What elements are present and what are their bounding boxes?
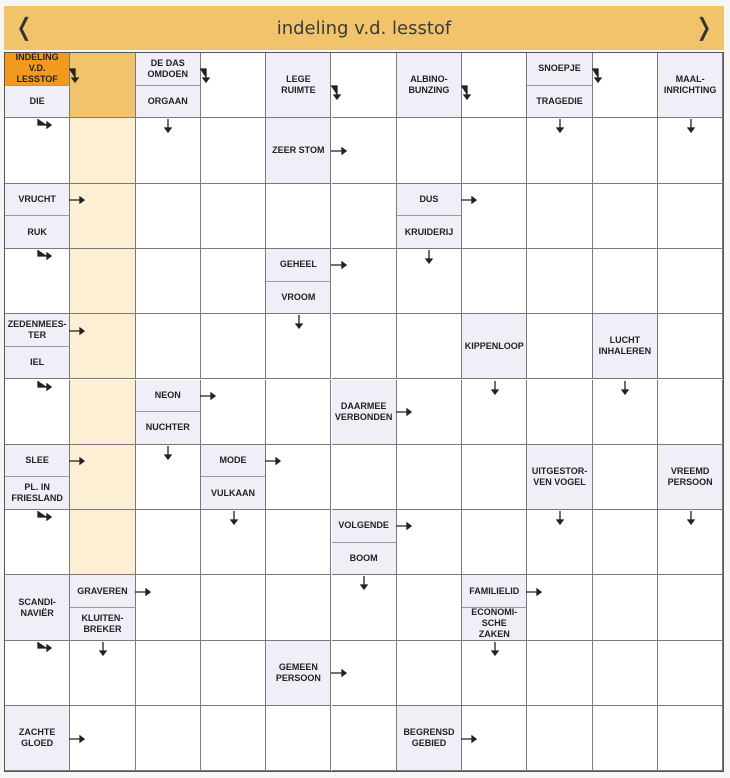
- answer-cell[interactable]: [201, 706, 266, 771]
- answer-cell[interactable]: [593, 380, 658, 445]
- crossword-grid: [4, 52, 724, 772]
- clue-text: NUCHTER: [145, 422, 190, 433]
- clue-cell[interactable]: [462, 575, 527, 608]
- answer-cell[interactable]: [266, 445, 331, 510]
- answer-cell[interactable]: [70, 118, 135, 183]
- answer-cell[interactable]: [593, 575, 658, 640]
- answer-cell[interactable]: [658, 510, 723, 575]
- clue-text: DAARMEE VERBONDEN: [334, 400, 393, 422]
- answer-cell[interactable]: [397, 641, 462, 706]
- clue-cell[interactable]: [70, 575, 135, 608]
- answer-cell[interactable]: [5, 249, 70, 314]
- clue-text: LUCHT INHALEREN: [598, 335, 652, 357]
- answer-cell[interactable]: [527, 314, 592, 379]
- clue-text: VRUCHT: [18, 193, 56, 204]
- clue-cell[interactable]: [397, 184, 462, 217]
- clue-cell[interactable]: [5, 445, 70, 478]
- clue-cell[interactable]: [332, 510, 397, 543]
- answer-cell[interactable]: [462, 184, 527, 249]
- answer-cell[interactable]: [462, 641, 527, 706]
- answer-cell[interactable]: [397, 314, 462, 379]
- answer-cell[interactable]: [266, 706, 331, 771]
- clue-cell[interactable]: [5, 86, 70, 119]
- clue-text: ECONOMI- SCHE ZAKEN: [471, 607, 518, 640]
- clue-text: KLUITEN- BREKER: [81, 612, 124, 634]
- answer-cell[interactable]: [136, 641, 201, 706]
- answer-cell[interactable]: [136, 184, 201, 249]
- clue-cell[interactable]: [136, 53, 201, 86]
- clue-cell[interactable]: [5, 314, 70, 347]
- answer-cell[interactable]: [5, 641, 70, 706]
- answer-cell[interactable]: [462, 249, 527, 314]
- answer-cell[interactable]: [332, 53, 397, 118]
- answer-cell[interactable]: [266, 314, 331, 379]
- answer-cell[interactable]: [593, 641, 658, 706]
- answer-cell[interactable]: [527, 510, 592, 575]
- answer-cell[interactable]: [397, 249, 462, 314]
- answer-cell[interactable]: [527, 184, 592, 249]
- answer-cell[interactable]: [136, 249, 201, 314]
- answer-cell[interactable]: [462, 118, 527, 183]
- answer-cell[interactable]: [136, 118, 201, 183]
- clue-text: MAAL- INRICHTING: [663, 74, 717, 96]
- clue-text: VULKAAN: [211, 487, 256, 498]
- clue-cell[interactable]: [70, 608, 135, 641]
- clue-text: DIE: [29, 95, 45, 106]
- answer-cell[interactable]: [593, 706, 658, 771]
- answer-cell[interactable]: [593, 445, 658, 510]
- clue-cell[interactable]: [5, 706, 70, 771]
- answer-cell[interactable]: [332, 118, 397, 183]
- clue-text: ORGAAN: [147, 95, 188, 106]
- answer-cell[interactable]: [397, 510, 462, 575]
- clue-text: PL. IN FRIESLAND: [11, 482, 63, 504]
- clue-text: VROOM: [281, 291, 316, 302]
- clue-text: SLEE: [25, 455, 49, 466]
- clue-text: SCANDI- NAVIËR: [18, 596, 56, 618]
- clue-text: VREEMD PERSOON: [667, 465, 713, 487]
- answer-cell[interactable]: [593, 184, 658, 249]
- answer-cell[interactable]: [397, 575, 462, 640]
- answer-cell[interactable]: [462, 445, 527, 510]
- clue-cell[interactable]: [136, 380, 201, 413]
- clue-text: LEGE RUIMTE: [281, 74, 316, 96]
- clue-cell[interactable]: [462, 608, 527, 641]
- clue-text: GRAVEREN: [77, 585, 128, 596]
- answer-cell[interactable]: [332, 184, 397, 249]
- answer-cell[interactable]: [201, 380, 266, 445]
- answer-cell[interactable]: [201, 641, 266, 706]
- clue-text: ALBINO- BUNZING: [408, 74, 450, 96]
- clue-text: UITGESTOR- VEN VOGEL: [531, 465, 588, 487]
- answer-cell[interactable]: [527, 380, 592, 445]
- clue-cell[interactable]: [136, 86, 201, 119]
- answer-cell[interactable]: [658, 249, 723, 314]
- answer-cell[interactable]: [201, 575, 266, 640]
- answer-cell[interactable]: [527, 706, 592, 771]
- clue-cell[interactable]: [201, 477, 266, 510]
- answer-cell[interactable]: [266, 184, 331, 249]
- clue-cell[interactable]: [5, 575, 70, 640]
- answer-cell[interactable]: [70, 314, 135, 379]
- answer-cell[interactable]: [70, 445, 135, 510]
- answer-cell[interactable]: [70, 184, 135, 249]
- answer-cell[interactable]: [201, 184, 266, 249]
- answer-cell[interactable]: [527, 249, 592, 314]
- answer-cell[interactable]: [70, 249, 135, 314]
- clue-cell[interactable]: [593, 314, 658, 379]
- answer-cell[interactable]: [397, 380, 462, 445]
- clue-cell[interactable]: [5, 184, 70, 217]
- clue-text: ZACHTE GLOED: [18, 727, 56, 749]
- answer-cell[interactable]: [266, 575, 331, 640]
- clue-text: TRAGEDIE: [536, 95, 583, 106]
- answer-cell[interactable]: [658, 118, 723, 183]
- answer-cell[interactable]: [332, 706, 397, 771]
- answer-cell[interactable]: [658, 184, 723, 249]
- clue-text: FAMILIELID: [469, 585, 520, 596]
- answer-cell[interactable]: [266, 510, 331, 575]
- answer-cell[interactable]: [658, 706, 723, 771]
- clue-cell[interactable]: [266, 53, 331, 118]
- answer-cell[interactable]: [658, 575, 723, 640]
- clue-text: GEMEEN PERSOON: [275, 661, 321, 683]
- clue-cell[interactable]: [527, 445, 592, 510]
- clue-cell[interactable]: [332, 543, 397, 576]
- puzzle-header: [4, 6, 724, 50]
- answer-cell[interactable]: [70, 53, 135, 118]
- clue-text: SNOEPJE: [538, 63, 581, 74]
- answer-cell[interactable]: [593, 510, 658, 575]
- clue-text: IEL: [30, 357, 45, 368]
- clue-cell[interactable]: [397, 216, 462, 249]
- answer-cell[interactable]: [5, 510, 70, 575]
- answer-cell[interactable]: [5, 380, 70, 445]
- answer-cell[interactable]: [201, 53, 266, 118]
- answer-cell[interactable]: [462, 510, 527, 575]
- answer-cell[interactable]: [136, 706, 201, 771]
- answer-cell[interactable]: [70, 706, 135, 771]
- clue-cell[interactable]: [136, 412, 201, 445]
- answer-cell[interactable]: [593, 53, 658, 118]
- clue-text: KIPPENLOOP: [464, 340, 524, 351]
- answer-cell[interactable]: [136, 314, 201, 379]
- clue-cell[interactable]: [5, 347, 70, 380]
- clue-text: RUK: [27, 226, 47, 237]
- clue-text: MODE: [219, 455, 247, 466]
- answer-cell[interactable]: [332, 314, 397, 379]
- clue-cell[interactable]: [658, 445, 723, 510]
- clue-text: INDELING V.D. LESSTOF: [15, 52, 59, 85]
- answer-cell[interactable]: [201, 249, 266, 314]
- answer-cell[interactable]: [462, 380, 527, 445]
- answer-cell[interactable]: [136, 510, 201, 575]
- answer-cell[interactable]: [70, 641, 135, 706]
- clue-text: KRUIDERIJ: [404, 226, 454, 237]
- clue-cell[interactable]: [5, 216, 70, 249]
- answer-cell[interactable]: [70, 510, 135, 575]
- prev-clue-icon[interactable]: ❬: [14, 13, 35, 41]
- clue-cell[interactable]: [201, 445, 266, 478]
- clue-cell[interactable]: [266, 118, 331, 183]
- clue-text: NEON: [154, 389, 181, 400]
- answer-cell[interactable]: [527, 118, 592, 183]
- answer-cell[interactable]: [593, 118, 658, 183]
- answer-cell[interactable]: [658, 641, 723, 706]
- answer-cell[interactable]: [332, 575, 397, 640]
- answer-cell[interactable]: [658, 380, 723, 445]
- clue-text: BOOM: [349, 553, 378, 564]
- answer-cell[interactable]: [201, 314, 266, 379]
- active-clue-title: indeling v.d. lesstof: [276, 17, 452, 39]
- answer-cell[interactable]: [201, 510, 266, 575]
- clue-text: GEHEEL: [279, 259, 317, 270]
- clue-cell[interactable]: [5, 477, 70, 510]
- clue-cell[interactable]: [266, 249, 331, 282]
- clue-text: DE DAS OMDOEN: [147, 57, 188, 79]
- clue-cell[interactable]: [462, 314, 527, 379]
- answer-cell[interactable]: [462, 53, 527, 118]
- next-clue-icon[interactable]: ❭: [693, 13, 714, 41]
- clue-cell[interactable]: [397, 53, 462, 118]
- answer-cell[interactable]: [527, 641, 592, 706]
- clue-cell[interactable]: [397, 706, 462, 771]
- answer-cell[interactable]: [136, 445, 201, 510]
- answer-cell[interactable]: [332, 249, 397, 314]
- answer-cell[interactable]: [397, 445, 462, 510]
- answer-cell[interactable]: [397, 118, 462, 183]
- answer-cell[interactable]: [332, 641, 397, 706]
- answer-cell[interactable]: [462, 706, 527, 771]
- answer-cell[interactable]: [593, 249, 658, 314]
- clue-cell[interactable]: [658, 53, 723, 118]
- clue-cell[interactable]: [332, 380, 397, 445]
- clue-cell[interactable]: [266, 282, 331, 315]
- answer-cell[interactable]: [201, 118, 266, 183]
- clue-text: VOLGENDE: [338, 520, 389, 531]
- answer-cell[interactable]: [266, 380, 331, 445]
- answer-cell[interactable]: [70, 380, 135, 445]
- clue-text: ZEDENMEES- TER: [7, 319, 67, 340]
- answer-cell[interactable]: [527, 575, 592, 640]
- clue-text: ZEER STOM: [272, 144, 325, 155]
- clue-text: DUS: [419, 193, 439, 204]
- clue-cell[interactable]: [527, 86, 592, 119]
- clue-text: BEGRENSD GEBIED: [403, 727, 455, 749]
- answer-cell[interactable]: [5, 118, 70, 183]
- answer-cell[interactable]: [332, 445, 397, 510]
- clue-cell[interactable]: [527, 53, 592, 86]
- clue-cell[interactable]: [266, 641, 331, 706]
- answer-cell[interactable]: [658, 314, 723, 379]
- answer-cell[interactable]: [136, 575, 201, 640]
- clue-cell[interactable]: [5, 53, 70, 86]
